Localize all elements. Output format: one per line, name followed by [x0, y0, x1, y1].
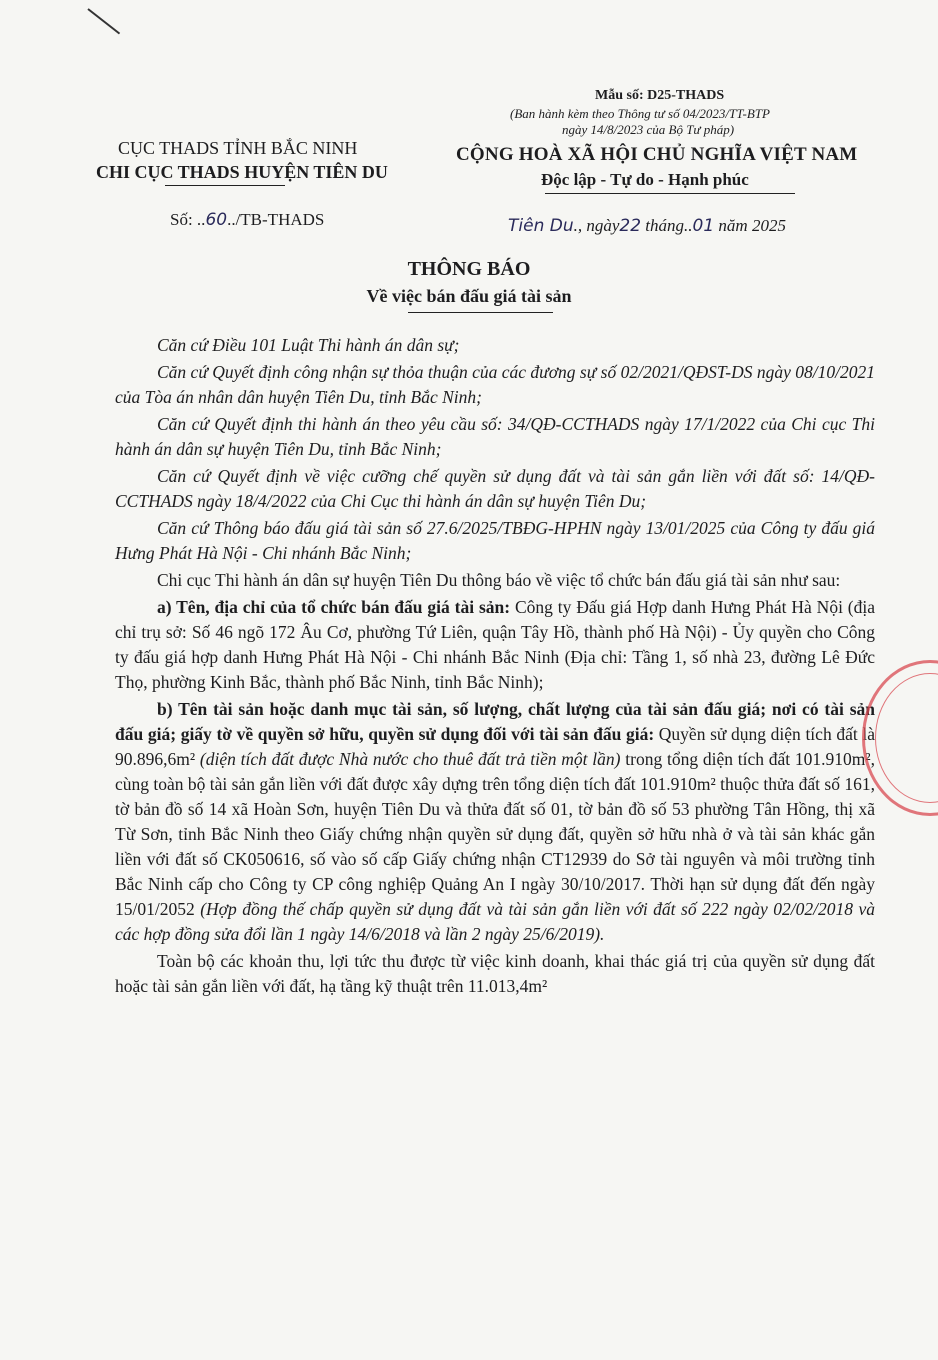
month-handwritten: 01: [692, 216, 715, 236]
place-and-date: Tiên Du., ngày22 tháng..01 năm 2025: [508, 216, 786, 236]
legal-basis-1: Căn cứ Điều 101 Luật Thi hành án dân sự;: [157, 335, 460, 355]
subtitle-underline: [408, 312, 553, 313]
legal-basis-3: Căn cứ Quyết định thi hành án theo yêu cầu số: 34/QĐ-CCTHADS ngày 17/1/2022 của Chi cục Thi hành án dân sự huyện Tiên Du, tỉnh Bắc Ninh;: [115, 414, 875, 459]
motto-underline: [545, 193, 795, 194]
section-a: [115, 595, 875, 695]
seal-inner-ring: [875, 673, 938, 803]
document-number: Số: ..60../TB-THADS: [170, 210, 325, 230]
document-title: THÔNG BÁO: [407, 258, 531, 280]
parent-agency: CỤC THADS TỈNH BẮC NINH: [118, 138, 358, 158]
day-handwritten: 22: [619, 216, 642, 236]
legal-basis-5: Căn cứ Thông báo đấu giá tài sản số 27.6/2025/TBĐG-HPHN ngày 13/01/2025 của Công ty đấu giá Hưng Phát Hà Nội - Chi nhánh Bắc Ninh;: [115, 518, 875, 563]
section-a-text: Công ty Đấu giá Hợp danh Hưng Phát Hà Nội (địa chỉ trụ sở: Số 46 ngõ 172 Âu Cơ, phường Tứ Liên, quận Tây Hồ, thành phố Hà Nội) - Ủy quyền cho Công ty đấu giá hợp danh Hưng Phát Hà Nội - Chi nhánh Bắc Ninh (Địa chỉ: Tầng 1, số nhà 23, đường Lê Đức Thọ, phường Kinh Bắc, thành phố Bắc Ninh, tỉnh Bắc Ninh);: [115, 597, 876, 692]
section-b-heading: b) Tên tài sản hoặc danh mục tài sản, số lượng, chất lượng của tài sản đấu giá; nơi có tài sản đấu giá; giấy tờ về quyền sở hữu, quyền sử dụng đối với tài sản đấu giá:: [115, 699, 875, 744]
issuing-agency: CHI CỤC THADS HUYỆN TIÊN DU: [96, 162, 388, 182]
pen-mark: [87, 8, 120, 34]
form-number: Mẫu số: D25-THADS: [595, 88, 725, 103]
form-note-line-2: ngày 14/8/2023 của Bộ Tư pháp): [562, 122, 735, 137]
legal-basis-2: Căn cứ Quyết định công nhận sự thỏa thuận của các đương sự số 02/2021/QĐST-DS ngày 08/10/2021 của Tòa án nhân dân huyện Tiên Du, tỉnh Bắc Ninh;: [115, 362, 875, 407]
place-handwritten: Tiên Du: [508, 216, 574, 236]
agency-underline: [165, 185, 285, 186]
document-body: [115, 333, 875, 1001]
form-note: [510, 106, 770, 138]
legal-basis-4: Căn cứ Quyết định về việc cưỡng chế quyền sử dụng đất và tài sản gắn liền với đất số: 14/QĐ-CCTHADS ngày 18/4/2022 của Chi Cục thi hành án dân sự huyện Tiên Du;: [115, 466, 875, 511]
announcement-intro: Chi cục Thi hành án dân sự huyện Tiên Du thông báo về việc tổ chức bán đấu giá tài sản như sau:: [157, 570, 841, 590]
form-note-line-1: (Ban hành kèm theo Thông tư số 04/2023/TT-BTP: [510, 106, 770, 121]
section-b: b) Tên tài sản hoặc danh mục tài sản, số lượng, chất lượng của tài sản đấu giá; nơi có tài sản đấu giá; giấy tờ về quyền sở hữu, quyền sử dụng đối với tài sản đấu giá: Quyền sử dụng diện tích đất là 90.896,6m² (diện tích đất được Nhà nước cho thuê đất trả tiền một lần) trong tổng diện tích đất 101.910m², cùng toàn bộ tài sản gắn liền với đất được xây dựng trên tổng diện tích đất 101.910m² thuộc thửa đất số 161, tờ bản đồ số 14 xã Hoàn Sơn, huyện Tiên Du và thửa đất số 01, tờ bản đồ số 53 phường Tân Hồng, thị xã Từ Sơn, tỉnh Bắc Ninh theo Giấy chứng nhận quyền sử dụng đất, quyền sở hữu nhà ở và tài sản khác gắn liền với đất số CK050616, số vào số cấp Giấy chứng nhận CT12939 do Sở tài nguyên và môi trường tỉnh Bắc Ninh cấp cho Công ty CP công nghiệp Quảng An I ngày 30/10/2017. Thời hạn sử dụng đất đến ngày 15/01/2052 (Hợp đồng thế chấp quyền sử dụng đất và tài sản gắn liền với đất số 222 ngày 02/02/2018 và các hợp đồng sửa đổi lần 1 ngày 14/6/2018 và lần 2 ngày 25/6/2019).: [115, 699, 876, 944]
national-motto: Độc lập - Tự do - Hạnh phúc: [541, 170, 749, 189]
document-subtitle: Về việc bán đấu giá tài sản: [366, 286, 572, 306]
section-a-heading: a) Tên, địa chỉ của tổ chức bán đấu giá tài sản:: [157, 597, 511, 617]
closing-paragraph: Toàn bộ các khoản thu, lợi tức thu được từ việc kinh doanh, khai thác giá trị của quyền sử dụng đất hoặc tài sản gắn liền với đất, hạ tầng kỹ thuật trên 11.013,4m²: [115, 951, 875, 996]
doc-no-handwritten: 60: [205, 210, 228, 230]
national-title: CỘNG HOÀ XÃ HỘI CHỦ NGHĨA VIỆT NAM: [456, 144, 858, 165]
